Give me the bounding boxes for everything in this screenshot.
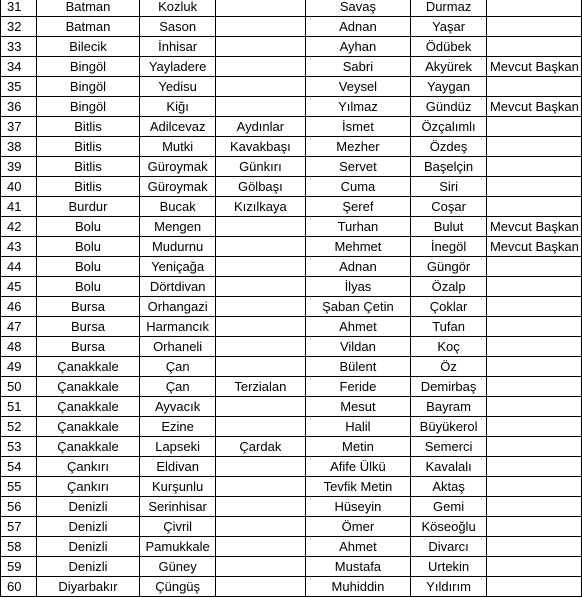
- cell-first-name: Halil: [305, 417, 411, 437]
- cell-province: Çanakkale: [36, 357, 139, 377]
- cell-town: [216, 417, 306, 437]
- cell-town: [216, 357, 306, 377]
- table-row: [1, 117, 582, 137]
- cell-first-name: Mezher: [305, 137, 411, 157]
- cell-note: Mevcut Başkan: [486, 237, 581, 257]
- cell-row-number: 56: [1, 497, 37, 517]
- cell-district: Pamukkale: [140, 537, 216, 557]
- cell-first-name: Ahmet: [305, 317, 411, 337]
- cell-first-name: İlyas: [305, 277, 411, 297]
- cell-first-name: Şaban Çetin: [305, 297, 411, 317]
- cell-district: Çüngüş: [140, 577, 216, 597]
- cell-note: [486, 77, 581, 97]
- cell-note: Mevcut Başkan: [486, 57, 581, 77]
- cell-row-number: 49: [1, 357, 37, 377]
- cell-row-number: 45: [1, 277, 37, 297]
- cell-last-name: Aktaş: [411, 477, 487, 497]
- cell-town: [216, 557, 306, 577]
- cell-row-number: 60: [1, 577, 37, 597]
- cell-district: Kiğı: [140, 97, 216, 117]
- cell-row-number: 47: [1, 317, 37, 337]
- table-row: [1, 97, 582, 117]
- cell-first-name: Ömer: [305, 517, 411, 537]
- cell-note: [486, 17, 581, 37]
- table-row: [1, 17, 582, 37]
- cell-first-name: Mustafa: [305, 557, 411, 577]
- cell-row-number: 35: [1, 77, 37, 97]
- cell-town: Aydınlar: [216, 117, 306, 137]
- cell-row-number: 43: [1, 237, 37, 257]
- table-row: [1, 237, 582, 257]
- cell-note: [486, 257, 581, 277]
- cell-note: [486, 277, 581, 297]
- cell-row-number: 50: [1, 377, 37, 397]
- cell-district: Kozluk: [140, 0, 216, 17]
- cell-first-name: Adnan: [305, 17, 411, 37]
- cell-first-name: Hüseyin: [305, 497, 411, 517]
- cell-last-name: Coşar: [411, 197, 487, 217]
- cell-first-name: Muhiddin: [305, 577, 411, 597]
- cell-row-number: 46: [1, 297, 37, 317]
- cell-note: [486, 157, 581, 177]
- table-row: [1, 157, 582, 177]
- cell-district: Orhangazi: [140, 297, 216, 317]
- cell-province: Batman: [36, 0, 139, 17]
- cell-district: Yeniçağa: [140, 257, 216, 277]
- cell-town: [216, 237, 306, 257]
- cell-last-name: Bulut: [411, 217, 487, 237]
- cell-town: [216, 397, 306, 417]
- table-row: [1, 477, 582, 497]
- cell-province: Batman: [36, 17, 139, 37]
- cell-first-name: Savaş: [305, 0, 411, 17]
- cell-row-number: 57: [1, 517, 37, 537]
- cell-note: [486, 577, 581, 597]
- cell-town: [216, 317, 306, 337]
- cell-town: Çardak: [216, 437, 306, 457]
- cell-first-name: Sabri: [305, 57, 411, 77]
- cell-province: Çankırı: [36, 457, 139, 477]
- cell-province: Bingöl: [36, 57, 139, 77]
- cell-row-number: 42: [1, 217, 37, 237]
- cell-province: Bitlis: [36, 157, 139, 177]
- cell-district: Sason: [140, 17, 216, 37]
- table-row: [1, 437, 582, 457]
- cell-town: [216, 17, 306, 37]
- cell-town: [216, 577, 306, 597]
- cell-note: [486, 457, 581, 477]
- cell-town: Kızılkaya: [216, 197, 306, 217]
- cell-row-number: 48: [1, 337, 37, 357]
- cell-province: Bursa: [36, 317, 139, 337]
- cell-province: Bursa: [36, 297, 139, 317]
- table-row: [1, 337, 582, 357]
- cell-province: Bilecik: [36, 37, 139, 57]
- cell-district: Serinhisar: [140, 497, 216, 517]
- cell-row-number: 58: [1, 537, 37, 557]
- cell-note: [486, 297, 581, 317]
- cell-province: Çanakkale: [36, 397, 139, 417]
- cell-last-name: Yaşar: [411, 17, 487, 37]
- cell-first-name: Mesut: [305, 397, 411, 417]
- cell-district: Çivril: [140, 517, 216, 537]
- cell-province: Çanakkale: [36, 377, 139, 397]
- cell-last-name: Gündüz: [411, 97, 487, 117]
- cell-row-number: 59: [1, 557, 37, 577]
- cell-town: [216, 477, 306, 497]
- cell-note: [486, 177, 581, 197]
- cell-row-number: 32: [1, 17, 37, 37]
- cell-town: [216, 537, 306, 557]
- cell-note: [486, 557, 581, 577]
- cell-first-name: Mehmet: [305, 237, 411, 257]
- cell-row-number: 31: [1, 0, 37, 17]
- cell-row-number: 40: [1, 177, 37, 197]
- table-row: [1, 277, 582, 297]
- table-row: [1, 577, 582, 597]
- cell-town: [216, 457, 306, 477]
- cell-town: Kavakbaşı: [216, 137, 306, 157]
- cell-note: [486, 117, 581, 137]
- cell-last-name: Köseoğlu: [411, 517, 487, 537]
- cell-province: Denizli: [36, 537, 139, 557]
- cell-row-number: 36: [1, 97, 37, 117]
- cell-note: [486, 377, 581, 397]
- cell-province: Bingöl: [36, 97, 139, 117]
- cell-district: Orhaneli: [140, 337, 216, 357]
- cell-province: Bolu: [36, 257, 139, 277]
- cell-row-number: 37: [1, 117, 37, 137]
- cell-row-number: 33: [1, 37, 37, 57]
- cell-district: Mudurnu: [140, 237, 216, 257]
- cell-first-name: Turhan: [305, 217, 411, 237]
- cell-district: Eldivan: [140, 457, 216, 477]
- cell-last-name: Urtekin: [411, 557, 487, 577]
- cell-last-name: Özçalımlı: [411, 117, 487, 137]
- cell-district: Çan: [140, 357, 216, 377]
- cell-last-name: Özalp: [411, 277, 487, 297]
- cell-town: [216, 297, 306, 317]
- cell-last-name: Güngör: [411, 257, 487, 277]
- cell-row-number: 34: [1, 57, 37, 77]
- cell-note: [486, 517, 581, 537]
- cell-first-name: İsmet: [305, 117, 411, 137]
- cell-note: [486, 437, 581, 457]
- cell-town: [216, 337, 306, 357]
- table-row: [1, 257, 582, 277]
- cell-note: [486, 537, 581, 557]
- table-row: [1, 557, 582, 577]
- cell-first-name: Ahmet: [305, 537, 411, 557]
- cell-last-name: Yaygan: [411, 77, 487, 97]
- cell-note: [486, 0, 581, 17]
- cell-town: [216, 517, 306, 537]
- cell-province: Bitlis: [36, 137, 139, 157]
- cell-last-name: Durmaz: [411, 0, 487, 17]
- cell-row-number: 41: [1, 197, 37, 217]
- cell-district: Çan: [140, 377, 216, 397]
- cell-last-name: İnegöl: [411, 237, 487, 257]
- cell-district: Lapseki: [140, 437, 216, 457]
- cell-note: Mevcut Başkan: [486, 97, 581, 117]
- cell-last-name: Başelçin: [411, 157, 487, 177]
- cell-district: Adilcevaz: [140, 117, 216, 137]
- cell-province: Çankırı: [36, 477, 139, 497]
- cell-town: [216, 497, 306, 517]
- cell-district: Güney: [140, 557, 216, 577]
- cell-first-name: Feride: [305, 377, 411, 397]
- cell-province: Burdur: [36, 197, 139, 217]
- cell-last-name: Gemi: [411, 497, 487, 517]
- cell-province: Denizli: [36, 497, 139, 517]
- cell-last-name: Koç: [411, 337, 487, 357]
- table-row: [1, 497, 582, 517]
- cell-row-number: 38: [1, 137, 37, 157]
- cell-note: [486, 477, 581, 497]
- cell-note: [486, 397, 581, 417]
- cell-town: [216, 77, 306, 97]
- cell-province: Çanakkale: [36, 437, 139, 457]
- cell-district: İnhisar: [140, 37, 216, 57]
- cell-district: Güroymak: [140, 157, 216, 177]
- cell-last-name: Öz: [411, 357, 487, 377]
- cell-district: Dörtdivan: [140, 277, 216, 297]
- cell-province: Denizli: [36, 557, 139, 577]
- table-row: [1, 0, 582, 17]
- cell-town: [216, 257, 306, 277]
- table-row: [1, 57, 582, 77]
- cell-last-name: Semerci: [411, 437, 487, 457]
- table-row: [1, 377, 582, 397]
- table-row: [1, 297, 582, 317]
- cell-last-name: Çoklar: [411, 297, 487, 317]
- cell-district: Bucak: [140, 197, 216, 217]
- table-row: [1, 537, 582, 557]
- cell-district: Ezine: [140, 417, 216, 437]
- table-row: [1, 177, 582, 197]
- cell-first-name: Şeref: [305, 197, 411, 217]
- cell-note: [486, 337, 581, 357]
- cell-province: Diyarbakır: [36, 577, 139, 597]
- cell-province: Bitlis: [36, 177, 139, 197]
- table-row: [1, 397, 582, 417]
- table-row: [1, 417, 582, 437]
- cell-province: Denizli: [36, 517, 139, 537]
- cell-last-name: Yıldırım: [411, 577, 487, 597]
- cell-first-name: Adnan: [305, 257, 411, 277]
- table-row: [1, 137, 582, 157]
- cell-first-name: Servet: [305, 157, 411, 177]
- cell-note: [486, 317, 581, 337]
- cell-note: [486, 357, 581, 377]
- cell-district: Harmancık: [140, 317, 216, 337]
- cell-row-number: 54: [1, 457, 37, 477]
- cell-last-name: Akyürek: [411, 57, 487, 77]
- cell-district: Ayvacık: [140, 397, 216, 417]
- cell-first-name: Veysel: [305, 77, 411, 97]
- cell-province: Bingöl: [36, 77, 139, 97]
- cell-district: Mutki: [140, 137, 216, 157]
- cell-town: [216, 217, 306, 237]
- cell-first-name: Bülent: [305, 357, 411, 377]
- cell-district: Yedisu: [140, 77, 216, 97]
- cell-town: [216, 0, 306, 17]
- cell-province: Bolu: [36, 217, 139, 237]
- cell-first-name: Metin: [305, 437, 411, 457]
- cell-first-name: Cuma: [305, 177, 411, 197]
- table-row: [1, 77, 582, 97]
- cell-last-name: Ödübek: [411, 37, 487, 57]
- cell-last-name: Bayram: [411, 397, 487, 417]
- cell-town: Günkırı: [216, 157, 306, 177]
- cell-row-number: 51: [1, 397, 37, 417]
- table-row: [1, 217, 582, 237]
- table-row: [1, 517, 582, 537]
- cell-last-name: Demirbaş: [411, 377, 487, 397]
- cell-town: Gölbaşı: [216, 177, 306, 197]
- cell-row-number: 39: [1, 157, 37, 177]
- cell-last-name: Siri: [411, 177, 487, 197]
- cell-note: [486, 197, 581, 217]
- table-row: [1, 457, 582, 477]
- cell-town: Terzialan: [216, 377, 306, 397]
- cell-town: [216, 97, 306, 117]
- cell-row-number: 55: [1, 477, 37, 497]
- cell-first-name: Ayhan: [305, 37, 411, 57]
- cell-province: Bolu: [36, 277, 139, 297]
- cell-first-name: Yılmaz: [305, 97, 411, 117]
- table-body: [1, 0, 582, 597]
- cell-note: [486, 37, 581, 57]
- cell-last-name: Özdeş: [411, 137, 487, 157]
- cell-row-number: 53: [1, 437, 37, 457]
- cell-row-number: 44: [1, 257, 37, 277]
- cell-last-name: Tufan: [411, 317, 487, 337]
- cell-note: [486, 137, 581, 157]
- cell-note: [486, 497, 581, 517]
- cell-town: [216, 277, 306, 297]
- cell-province: Bursa: [36, 337, 139, 357]
- cell-last-name: Büyükerol: [411, 417, 487, 437]
- cell-first-name: Tevfik Metin: [305, 477, 411, 497]
- cell-last-name: Kavalalı: [411, 457, 487, 477]
- cell-district: Mengen: [140, 217, 216, 237]
- table-row: [1, 37, 582, 57]
- table-row: [1, 357, 582, 377]
- cell-district: Güroymak: [140, 177, 216, 197]
- cell-province: Bolu: [36, 237, 139, 257]
- cell-note: Mevcut Başkan: [486, 217, 581, 237]
- cell-town: [216, 37, 306, 57]
- cell-note: [486, 417, 581, 437]
- cell-town: [216, 57, 306, 77]
- cell-province: Bitlis: [36, 117, 139, 137]
- cell-first-name: Vildan: [305, 337, 411, 357]
- cell-district: Kurşunlu: [140, 477, 216, 497]
- table-row: [1, 317, 582, 337]
- cell-first-name: Afife Ülkü: [305, 457, 411, 477]
- cell-last-name: Divarcı: [411, 537, 487, 557]
- cell-province: Çanakkale: [36, 417, 139, 437]
- table-row: [1, 197, 582, 217]
- cell-district: Yayladere: [140, 57, 216, 77]
- cell-row-number: 52: [1, 417, 37, 437]
